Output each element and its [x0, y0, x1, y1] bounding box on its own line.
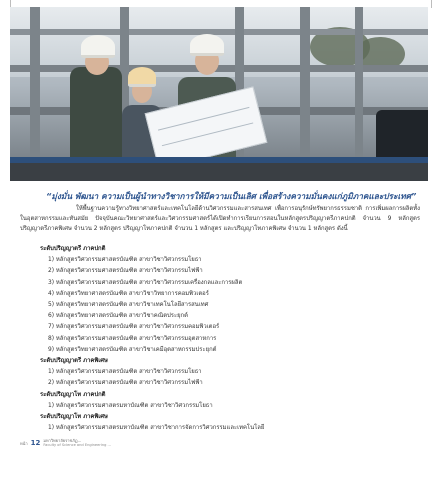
photo-column [355, 7, 363, 157]
list-item: 3) หลักสูตรวิศวกรรมศาสตรบัณฑิต สาขาวิชาวิศวกรรมเครื่องกลและการผลิต [48, 279, 243, 286]
list-item: 9) หลักสูตรวิทยาศาสตรบัณฑิต สาขาวิชาเคมีอุตสาหกรรมประยุกต์ [48, 346, 217, 353]
worker-body [70, 67, 122, 162]
list-item: 8) หลักสูตรวิศวกรรมศาสตรบัณฑิต สาขาวิชาวิศวกรรมอุตสาหการ [48, 335, 217, 342]
photo-floor [10, 163, 428, 181]
header-photo [10, 7, 428, 181]
section-heading: ระดับปริญญาตรี ภาคพิเศษ [40, 358, 108, 365]
worker-helmet [190, 34, 224, 56]
intro-paragraph: ให้พื้นฐานความรู้ทางวิทยาศาสตร์และเทคโนโลยีด้านวิศวกรรมและสารสนเทศ เพื่อการอนุรักษ์ทรัพยากรธรรมชาติ การเพิ่มผลการผลิตทั้งในอุตสาหกรรมและทันสมัย ปัจจุบันคณะวิทยาศาสตร์และวิศวกรรมศาสตร์ได้เปิดทำการเรียนการสอนในหลักสูตรปริญญาตรีภาคปกติ จำนวน 9 หลักสูตร ปริญญาตรีภาคพิเศษ จำนวน 2 หลักสูตร ปริญญาโทภาคปกติ จำนวน 1 หลักสูตร และปริญญาโทภาคพิเศษ จำนวน 1 หลักสูตร ดังนี้ [20, 206, 420, 232]
headline-quote: “มุ่งมั่น พัฒนา ความเป็นผู้นำทางวิชาการให้มีความเป็นเลิศ เพื่อสร้างความมั่นคงแก่ภูมิภาคและประเทศ” [46, 191, 417, 201]
list-item: 1) หลักสูตรวิศวกรรมศาสตรมหาบัณฑิต สาขาวิชาการจัดการวิศวกรรมและเทคโนโลยี [48, 425, 265, 432]
footer-line-1: มหาวิทยาลัยราชภัฏ... [43, 437, 82, 443]
footer-prefix: หน้า [20, 440, 28, 446]
photo-column [30, 7, 40, 157]
worker-helmet [81, 35, 115, 58]
page-footer [20, 438, 111, 448]
section-heading: ระดับปริญญาโท ภาคพิเศษ [40, 414, 108, 421]
list-item: 7) หลักสูตรวิศวกรรมศาสตรบัณฑิต สาขาวิชาวิศวกรรมคอมพิวเตอร์ [48, 324, 220, 331]
photo-beam [10, 29, 428, 35]
page-number: 12 [30, 439, 41, 447]
program-list [40, 244, 420, 434]
list-item: 4) หลักสูตรวิทยาศาสตรบัณฑิต สาขาวิชาวิทยาการคอมพิวเตอร์ [48, 290, 209, 297]
section-heading: ระดับปริญญาโท ภาคปกติ [40, 391, 106, 398]
list-item: 6) หลักสูตรวิทยาศาสตรบัณฑิต สาขาวิชาคณิตประยุกต์ [48, 313, 188, 320]
section-heading: ระดับปริญญาตรี ภาคปกติ [40, 246, 106, 252]
list-item: 2) หลักสูตรวิศวกรรมศาสตรบัณฑิต สาขาวิชาวิศวกรรมไฟฟ้า [48, 268, 203, 275]
list-item: 1) หลักสูตรวิศวกรรมศาสตรบัณฑิต สาขาวิชาวิศวกรรมโยธา [48, 369, 202, 376]
list-item: 1) หลักสูตรวิศวกรรมศาสตรบัณฑิต สาขาวิชาวิศวกรรมโยธา [48, 257, 202, 264]
footer-text [43, 439, 111, 447]
crop-mark-top-right [431, 0, 440, 8]
list-item: 1) หลักสูตรวิศวกรรมศาสตรมหาบัณฑิต สาขาวิชาวิศวกรรมโยธา [48, 402, 213, 409]
footer-line-2: Faculty of Science and Engineering ... [43, 443, 111, 447]
photo-column [300, 7, 310, 157]
worker-helmet [128, 67, 156, 87]
list-item: 2) หลักสูตรวิศวกรรมศาสตรบัณฑิต สาขาวิชาวิศวกรรมไฟฟ้า [48, 380, 203, 387]
list-item: 5) หลักสูตรวิทยาศาสตรบัณฑิต สาขาวิชาเทคโนโลยีสารสนเทศ [48, 302, 209, 309]
